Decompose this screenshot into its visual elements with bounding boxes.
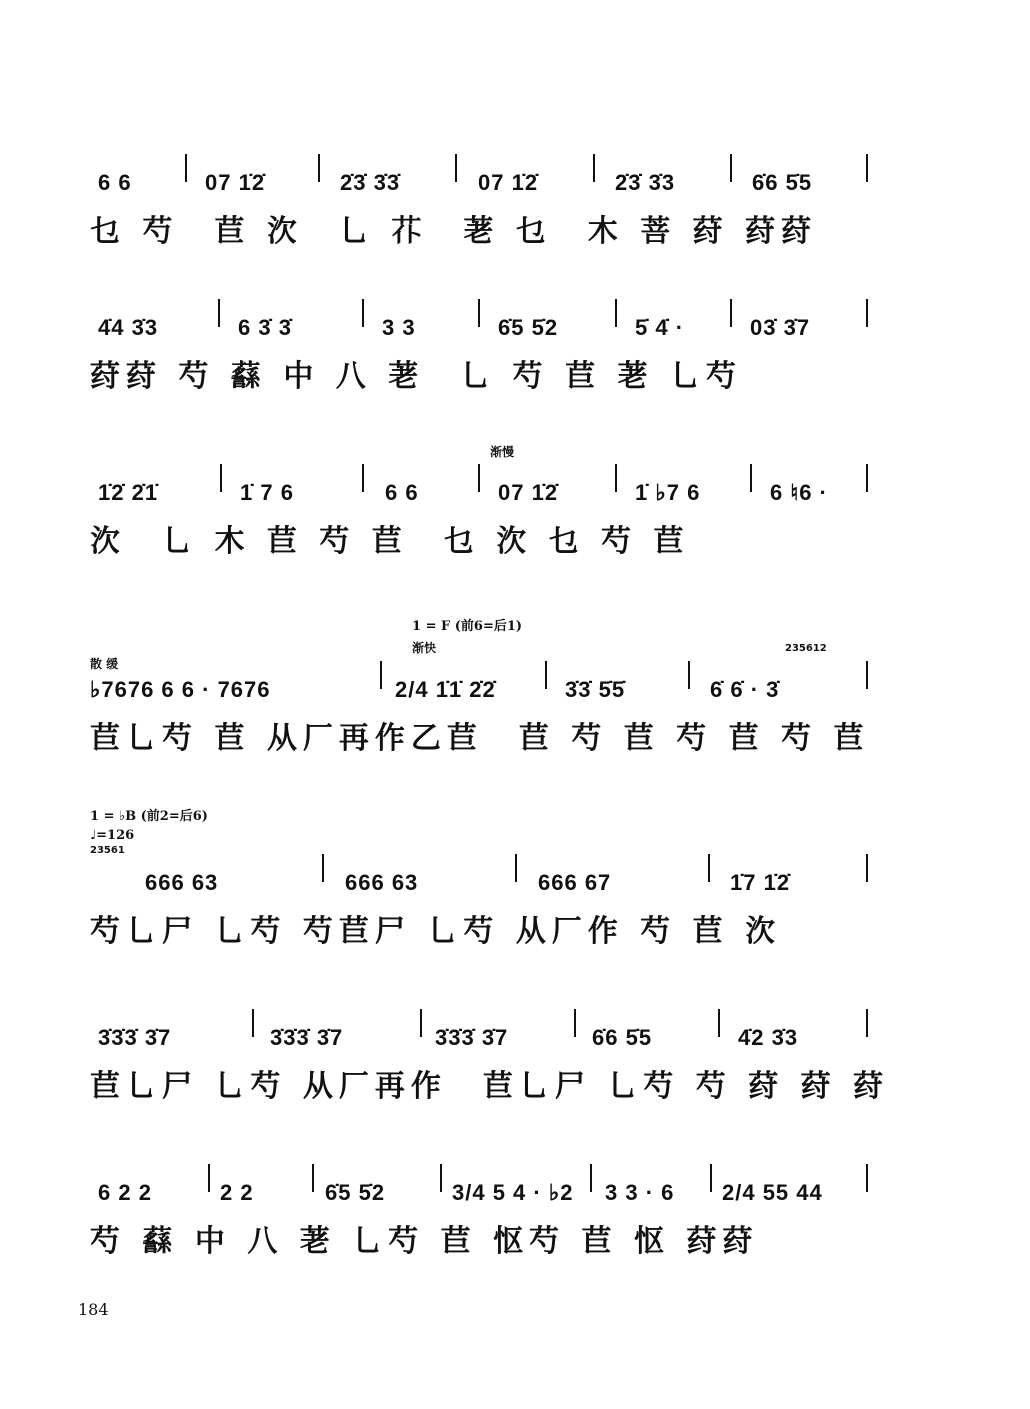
jianpu-staff xyxy=(90,295,880,345)
measure: 2/4 1̇1̇ 2̇2̇ xyxy=(395,677,496,702)
barline xyxy=(218,299,220,327)
barline xyxy=(730,299,732,327)
guqin-tablature: 芍 𧄎 中 八 荖 乚芍 苣 怄芍 苣 怄 荮荮 xyxy=(90,1224,759,1259)
key-change: 1 = ♭B (前2=后6) xyxy=(90,809,208,824)
guqin-tablature: 苣乚尸 乚芍 从厂再作 苣乚尸 乚芍 芍 荮 荮 荮 xyxy=(90,1069,890,1104)
barline xyxy=(208,1164,210,1192)
score-system-7 xyxy=(90,1160,880,1268)
barline xyxy=(220,464,222,492)
measure: 3̇3̇ 5̇5̇ xyxy=(565,677,626,702)
measure: 6 6 xyxy=(385,480,419,505)
measure: ♭7676 6 6 · 7676 xyxy=(90,677,271,702)
measure: 6̇6 5̇5 xyxy=(592,1025,653,1050)
barline xyxy=(380,661,382,689)
expression-mark: 散 缓 xyxy=(90,657,119,671)
measure: 6̇ 6̇ · 3̇ xyxy=(710,677,780,702)
barline xyxy=(866,154,868,182)
jianpu-staff xyxy=(90,1160,880,1210)
jianpu-staff xyxy=(90,460,880,510)
measure: 666 67 xyxy=(538,870,612,895)
measure: 6̇5 5̇2 xyxy=(498,315,559,340)
barline xyxy=(593,154,595,182)
measure: 2̇3̇ 3̇3 xyxy=(615,170,676,195)
barline xyxy=(322,854,324,882)
grace-notes: 23561 xyxy=(90,845,125,856)
score-system-6 xyxy=(90,1005,890,1113)
barline xyxy=(312,1164,314,1192)
measure: 3/4 5 4 · ♭2 xyxy=(452,1180,574,1205)
guqin-tablature: 㳄 乚 木 苣 芍 苣 乜 㳄 乜 芍 苣 xyxy=(90,524,690,559)
measure: 3 3 · 6 xyxy=(605,1180,675,1205)
tempo-mark: 渐慢 xyxy=(490,445,515,459)
barline xyxy=(866,464,868,492)
key-change: 1 = F (前6=后1) xyxy=(412,619,523,634)
measure: 07 1̇2̇ xyxy=(478,170,539,195)
score-system-1 xyxy=(90,150,880,258)
guqin-tablature: 芍乚尸 乚芍 芍苣尸 乚芍 从厂作 芍 苣 㳄 xyxy=(90,914,782,949)
score-system-2 xyxy=(90,295,880,403)
measure: 07 1̇2̇ xyxy=(498,480,559,505)
measure: 3̇3̇3̇ 3̇7 xyxy=(98,1025,172,1050)
barline xyxy=(866,1009,868,1037)
barline xyxy=(718,1009,720,1037)
grace-notes: 235612 xyxy=(785,643,827,654)
barline xyxy=(710,1164,712,1192)
barline xyxy=(252,1009,254,1037)
measure: 2̇3̇ 3̇3̇ xyxy=(340,170,401,195)
barline xyxy=(362,299,364,327)
measure: 1̇7 1̇2̇ xyxy=(730,870,791,895)
measure: 07 1̇2̇ xyxy=(205,170,266,195)
measure: 5̇ 4̇ · xyxy=(635,315,685,340)
measure: 6 6 xyxy=(98,170,132,195)
barline xyxy=(615,299,617,327)
barline xyxy=(615,464,617,492)
barline xyxy=(730,154,732,182)
jianpu-staff xyxy=(90,1005,880,1055)
barline xyxy=(866,661,868,689)
measure: 3̇3̇3̇ 3̇7 xyxy=(435,1025,509,1050)
barline xyxy=(478,299,480,327)
measure: 3̇3̇3̇ 3̇7 xyxy=(270,1025,344,1050)
guqin-tablature: 荮荮 芍 𧄎 中 八 荖 乚 芍 苣 荖 乚芍 xyxy=(90,359,742,394)
barline xyxy=(590,1164,592,1192)
barline xyxy=(440,1164,442,1192)
barline xyxy=(688,661,690,689)
guqin-tablature: 乜 芍 苣 㳄 乚 𦬙 荖 乜 木 菩 荮 荮荮 xyxy=(90,214,818,249)
measure: 666 63 xyxy=(345,870,419,895)
guqin-tablature: 苣乚芍 苣 从厂再作乙苣 苣 芍 苣 芍 苣 芍 苣 xyxy=(90,721,870,756)
barline xyxy=(362,464,364,492)
measure: 1̇2̇ 2̇1̇ xyxy=(98,480,159,505)
barline xyxy=(515,854,517,882)
measure: 3 3 xyxy=(382,315,416,340)
tempo-mark: 渐快 xyxy=(412,641,437,655)
barline xyxy=(455,154,457,182)
page-number: 184 xyxy=(78,1300,109,1319)
barline xyxy=(318,154,320,182)
tempo-marking: ♩=126 xyxy=(90,828,135,843)
barline xyxy=(866,1164,868,1192)
measure: 666 63 xyxy=(145,870,219,895)
barline xyxy=(574,1009,576,1037)
measure: 1̇ ♭7 6 xyxy=(635,480,701,505)
measure: 4̇2 3̇3 xyxy=(738,1025,799,1050)
score-system-3 xyxy=(90,440,880,568)
barline xyxy=(185,154,187,182)
measure: 6 2 2 xyxy=(98,1180,152,1205)
score-system-4 xyxy=(90,615,880,765)
measure: 6 3̇ 3̇ xyxy=(238,315,292,340)
measure: 03̇ 3̇7 xyxy=(750,315,811,340)
barline xyxy=(866,299,868,327)
jianpu-staff xyxy=(90,657,880,707)
measure: 6 ♮6 · xyxy=(770,480,828,505)
barline xyxy=(866,854,868,882)
score-system-5 xyxy=(90,800,880,958)
barline xyxy=(750,464,752,492)
barline xyxy=(545,661,547,689)
measure: 4̇4 3̇3 xyxy=(98,315,159,340)
barline xyxy=(420,1009,422,1037)
measure: 1̇ 7 6 xyxy=(240,480,294,505)
measure: 2/4 55 44 xyxy=(722,1180,823,1205)
measure: 6̇6 5̇5 xyxy=(752,170,813,195)
measure: 6̇5 5̇2 xyxy=(325,1180,386,1205)
measure: 2 2 xyxy=(220,1180,254,1205)
jianpu-staff xyxy=(90,850,880,900)
barline xyxy=(478,464,480,492)
barline xyxy=(708,854,710,882)
jianpu-staff xyxy=(90,150,880,200)
